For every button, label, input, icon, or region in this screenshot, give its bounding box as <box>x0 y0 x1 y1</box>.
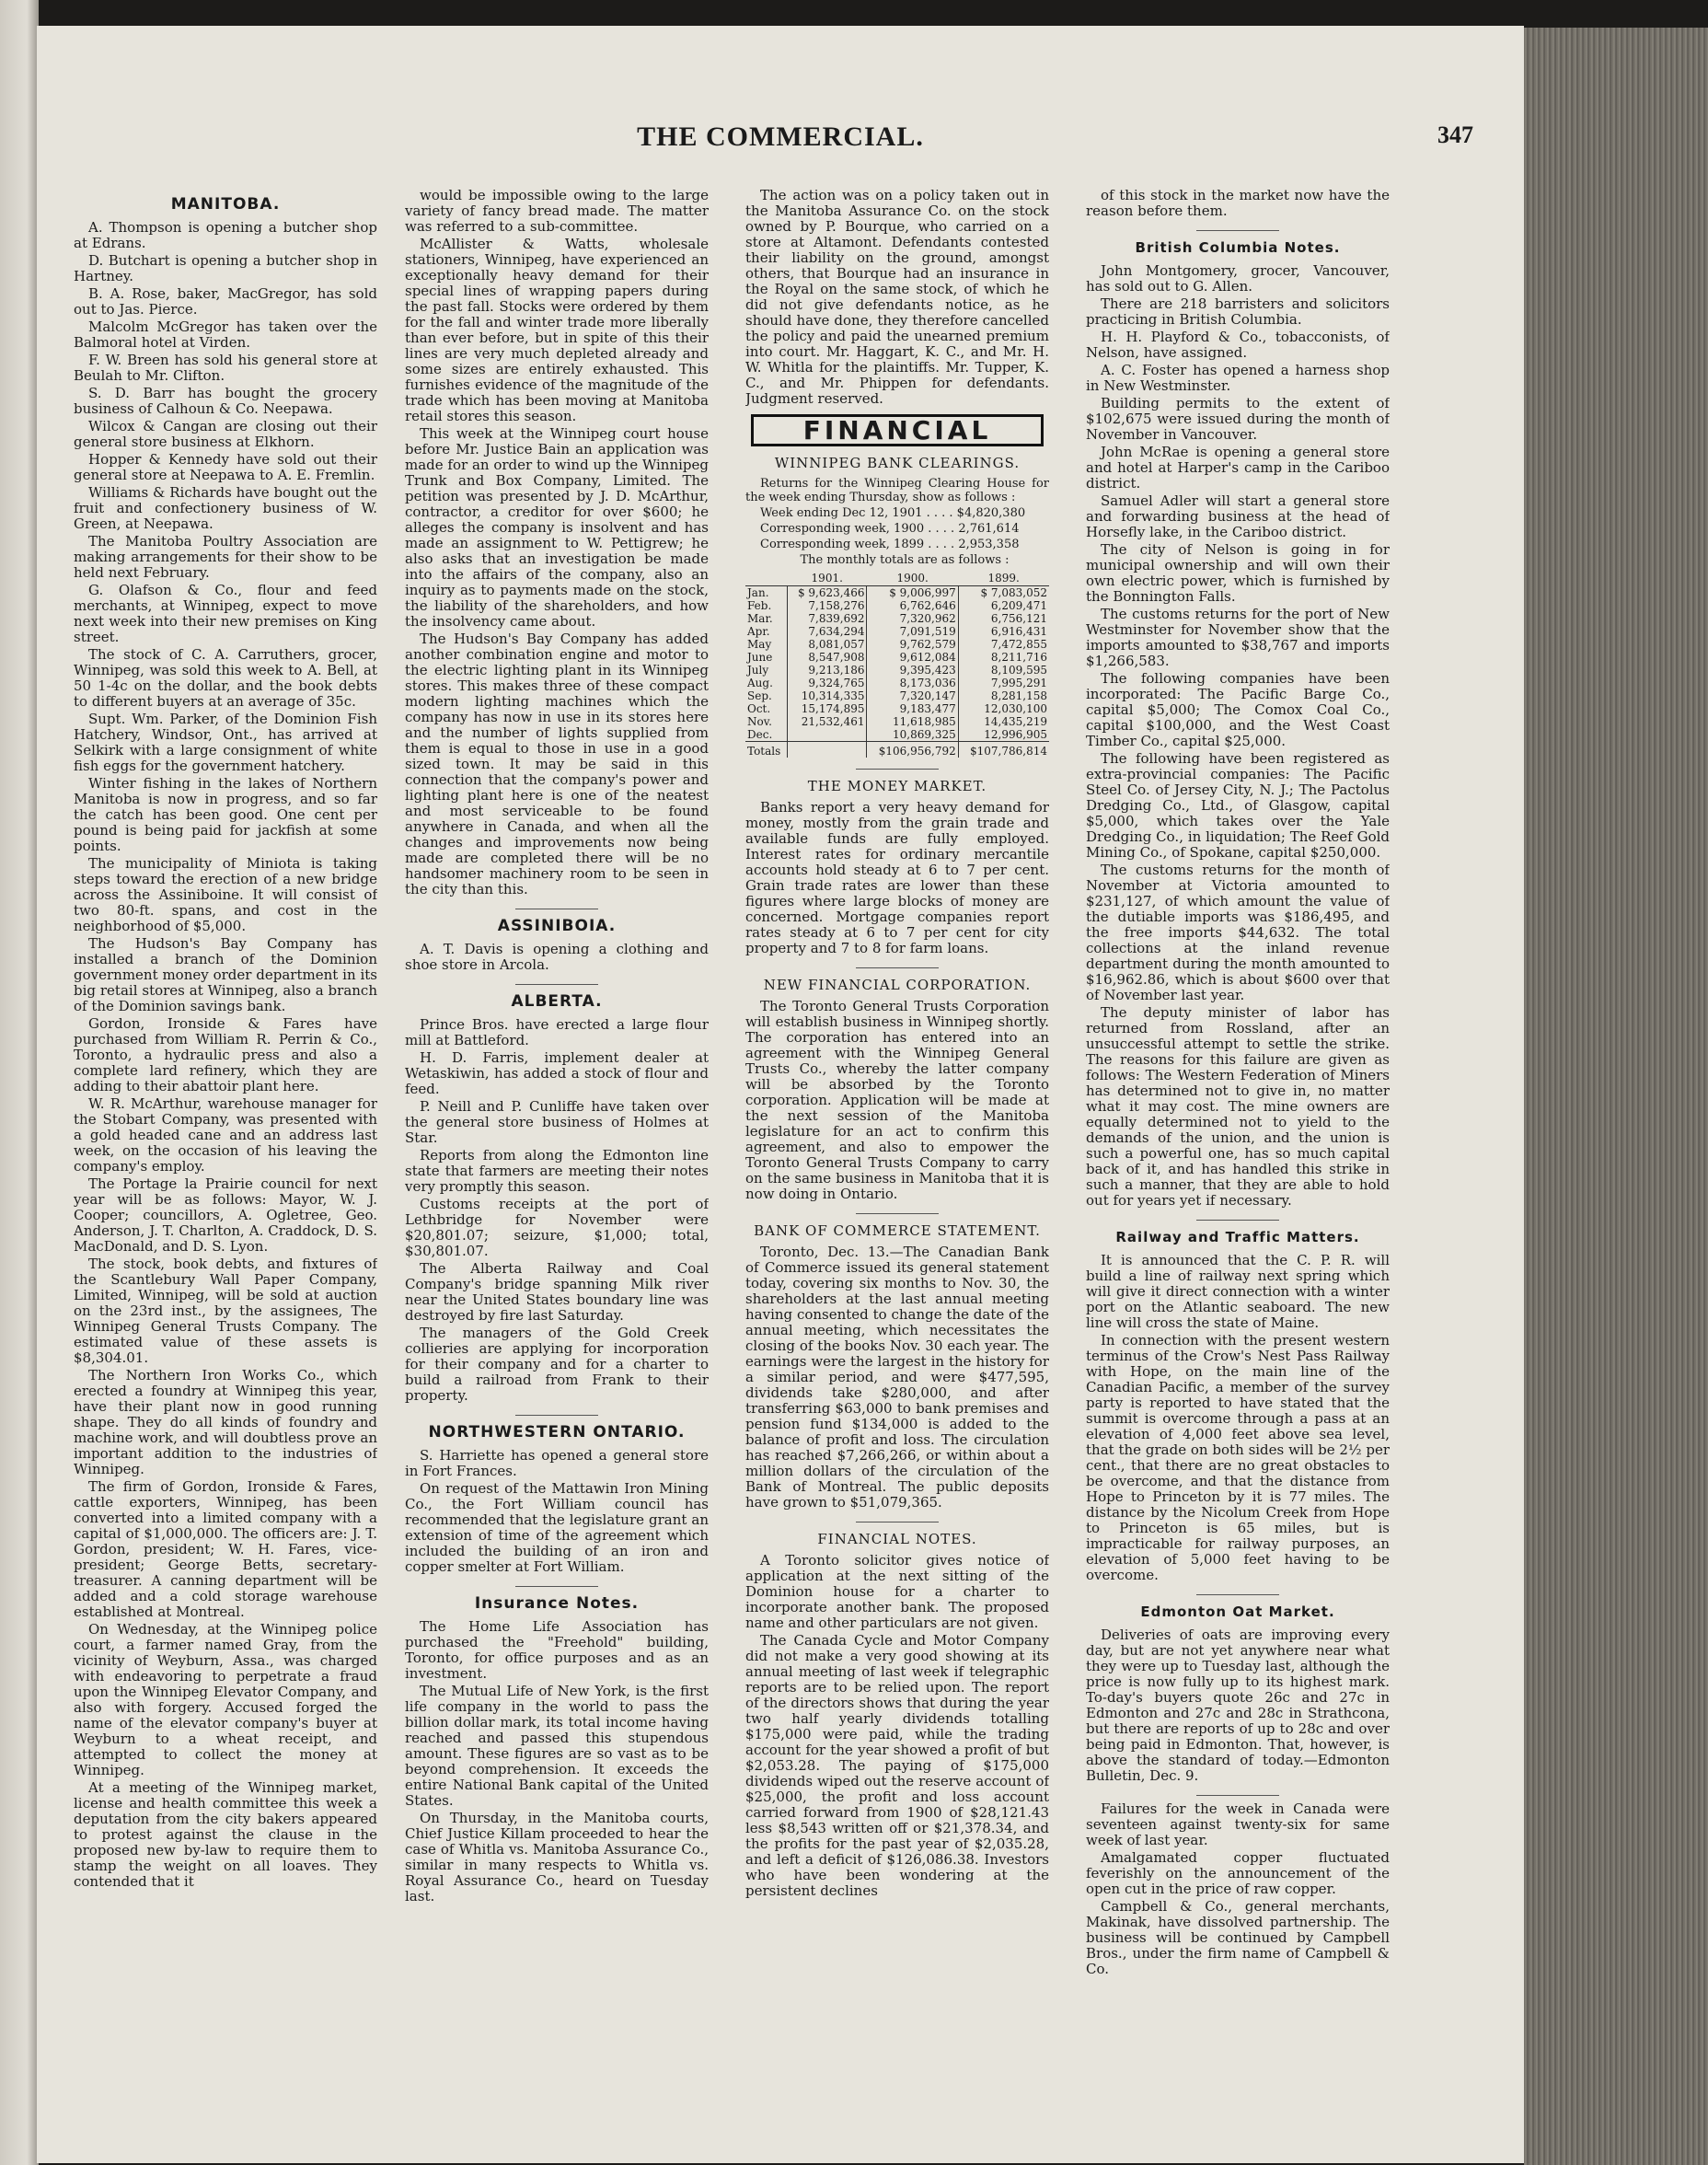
article-paragraph: H. H. Playford & Co., tobacconists, of Nelson, have assigned. <box>1086 329 1390 361</box>
article-paragraph: would be impossible owing to the large variety of fancy bread made. The matter was referred to a sub-committee. <box>405 188 709 235</box>
table-cell: Jan. <box>747 586 769 599</box>
article-paragraph: of this stock in the market now have the reason before them. <box>1086 188 1390 219</box>
table-cell: $ 7,083,052 <box>958 586 1049 600</box>
railway-items <box>1086 1253 1390 1583</box>
section-heading: NEW FINANCIAL CORPORATION. <box>763 977 1032 993</box>
column-header: 1901. <box>787 571 867 586</box>
section-heading: NORTHWESTERN ONTARIO. <box>428 1423 686 1441</box>
article-paragraph: Banks report a very heavy demand for money, mostly from the grain trade and available funds are fully employed. Interest rates for ordinary mercantile accounts hold steady at 6 to 7 per cent. Grain trade rates are lower than these figures where large blocks of money are concerned. Mortgage companies report rates steady at 6 to 7 per cent for city property and 7 to 8 for farm loans. <box>745 799 1049 956</box>
article-paragraph: The firm of Gordon, Ironside & Fares, cattle exporters, Winnipeg, has been converted into a limited company with a capital of $1,000,000. The officers are: J. T. Gordon, president; W. H. Fares, vice-president; George Betts, secretary-treasurer. A canning department will be added and a cold storage warehouse established at Montreal. <box>74 1478 377 1620</box>
article-paragraph: The Alberta Railway and Coal Company's bridge spanning Milk river near the United States boundary line was destroyed by fire last Saturday. <box>405 1260 709 1324</box>
table-row <box>745 664 1049 677</box>
table-cell: Totals <box>745 742 787 758</box>
week-line: Week ending Dec 12, 1901 . . . . $4,820,380 <box>760 506 1026 520</box>
article-paragraph: On Wednesday, at the Winnipeg police court, a farmer named Gray, from the vicinity of Weyburn, Assa., was charged with endeavoring to perpetrate a fraud upon the Winnipeg Elevator Company, and also with forgery. Accused forged the name of the elevator company's buyer at Weyburn to a wheat receipt, and attempted to collect the money at Winnipeg. <box>74 1621 377 1778</box>
article-paragraph: W. R. McArthur, warehouse manager for the Stobart Company, was presented with a gold headed cane and an address last week, on the occasion of his leaving the company's employ. <box>74 1095 377 1175</box>
divider <box>856 769 939 770</box>
table-row <box>745 689 1049 702</box>
nw-ontario-items <box>405 1448 709 1575</box>
book-page-stack-edge <box>1524 28 1708 2165</box>
table-cell: July <box>747 664 769 677</box>
article-paragraph: At a meeting of the Winnipeg market, license and health committee this week a deputation from the city bakers appeared to protest against the clause in the proposed new by-law to require them to stamp the weight on all loaves. They contended that it <box>74 1779 377 1890</box>
article-paragraph: D. Butchart is opening a butcher shop in Hartney. <box>74 252 377 284</box>
divider <box>515 1586 598 1587</box>
table-row <box>745 715 1049 728</box>
article-paragraph: On Thursday, in the Manitoba courts, Chief Justice Killam proceeded to hear the case of Whitla vs. Manitoba Assurance Co., similar in many respects to Whitla vs. Royal Assurance Co., heard on Tuesday last. <box>405 1810 709 1905</box>
article-paragraph: S. Harriette has opened a general store in Fort Frances. <box>405 1447 709 1479</box>
article-paragraph: A. C. Foster has opened a harness shop in New Westminster. <box>1086 362 1390 394</box>
insurance-items <box>405 1619 709 1905</box>
article-paragraph: The Hudson's Bay Company has added another combination engine and motor to the electric lighting plant in its Winnipeg stores. This makes three of these compact modern lighting machines which the company has now in use in its stores here and the number of lights supplied from them is equal to those in use in a good sized town. It may be said in this connection that the company's power and lighting plant here is one of the neatest and most serviceable to be found anywhere in Canada, and when all the changes and improvements now being made are completed there will be no handsomer machinery room to be seen in the city than this. <box>405 631 709 897</box>
article-paragraph: The Portage la Prairie council for next year will be as follows: Mayor, W. J. Cooper; councillors, A. Ogletree, Geo. Anderson, J. T. Charlton, A. Craddock, D. S. MacDonald, and D. S. Lyon. <box>74 1175 377 1255</box>
page-number: 347 <box>1437 122 1473 148</box>
section-heading: WINNIPEG BANK CLEARINGS. <box>774 455 1021 471</box>
section-heading: MANITOBA. <box>170 195 281 214</box>
article-paragraph: H. D. Farris, implement dealer at Wetaskiwin, has added a stock of flour and feed. <box>405 1049 709 1097</box>
table-cell: 21,532,461 <box>787 715 867 728</box>
bank-of-commerce-items <box>745 1245 1049 1511</box>
continued-items <box>405 188 709 897</box>
section-heading: FINANCIAL NOTES. <box>817 1531 977 1547</box>
table-cell: 12,030,100 <box>958 702 1049 715</box>
article-paragraph: Building permits to the extent of $102,675 were issued during the month of November in Vancouver. <box>1086 395 1390 443</box>
article-paragraph: Wilcox & Cangan are closing out their general store business at Elkhorn. <box>74 418 377 450</box>
table-cell: 8,081,057 <box>787 638 867 651</box>
article-paragraph: In connection with the present western terminus of the Crow's Nest Pass Railway with Hope, on the main line of the Canadian Pacific, a member of the survey party is reported to have stated that the summit is overcome through a pass at an elevation of 4,000 feet above sea level, that the grade on both sides will be 2½ per cent., that there are no great obstacles to be overcome, and that the distance from Hope to Princeton by it is 77 miles. The distance by the Nicolum Creek from Hope to Princeton is 65 miles, but is impracticable for railway purposes, an elevation of 5,000 feet having to be overcome. <box>1086 1332 1390 1583</box>
article-paragraph: S. D. Barr has bought the grocery business of Calhoun & Co. Neepawa. <box>74 385 377 417</box>
article-paragraph: The stock, book debts, and fixtures of the Scantlebury Wall Paper Company, Limited, Winnipeg, will be sold at auction on the 23rd inst., by the assignees, The Winnipeg General Trusts Company. The estimated value of these assets is $8,304.01. <box>74 1256 377 1366</box>
divider <box>1196 1795 1279 1796</box>
table-cell: 6,916,431 <box>958 625 1049 638</box>
newspaper-page <box>37 26 1524 2163</box>
table-row <box>745 599 1049 612</box>
table-cell: 14,435,219 <box>958 715 1049 728</box>
article-paragraph: The Northern Iron Works Co., which erected a foundry at Winnipeg this year, have their plant now in good running shape. They do all kinds of foundry and machine work, and will doubtless prove an important addition to the industries of Winnipeg. <box>74 1367 377 1477</box>
table-cell: 9,612,084 <box>867 651 958 664</box>
divider <box>515 1415 598 1416</box>
article-paragraph: This week at the Winnipeg court house before Mr. Justice Bain an application was made for an order to wind up the Winnipeg Trunk and Box Company, Limited. The petition was presented by J. D. McArthur, contractor, a creditor for over $600; he alleges the company is insolvent and has made an assignment to W. Pettigrew; he also asks that an investigation be made into the affairs of the company, also an inquiry as to payments made on the stock, the liability of the shareholders, and how the insolvency came about. <box>405 425 709 630</box>
divider <box>1196 1594 1279 1595</box>
article-paragraph: A Toronto solicitor gives notice of application at the next sitting of the Dominion house for a charter to incorporate another bank. The proposed name and other particulars are not given. <box>745 1552 1049 1631</box>
table-cell: 7,839,692 <box>787 612 867 625</box>
table-cell: Sep. <box>747 689 772 702</box>
table-cell: 7,320,147 <box>867 689 958 702</box>
british-columbia-items <box>1086 263 1390 1209</box>
table-cell: 11,618,985 <box>867 715 958 728</box>
table-cell: 8,211,716 <box>958 651 1049 664</box>
article-paragraph: A. Thompson is opening a butcher shop at Edrans. <box>74 219 377 251</box>
table-cell: $107,786,814 <box>958 742 1049 758</box>
column-header <box>745 571 787 586</box>
table-row <box>745 625 1049 638</box>
table-row <box>745 638 1049 651</box>
table-cell: 12,996,905 <box>958 728 1049 742</box>
table-cell: 8,547,908 <box>787 651 867 664</box>
table-cell: May <box>747 638 772 651</box>
table-cell: Nov. <box>747 715 772 728</box>
misc-items <box>1086 1801 1390 1977</box>
continued-items <box>745 188 1049 407</box>
article-paragraph: The deputy minister of labor has returned from Rossland, after an unsuccessful attempt to settle the strike. The reasons for this failure are given as follows: The Western Federation of Miners has determined not to give in, no matter what it may cost. The mine owners are equally determined not to yield to the demands of the union, and the union is such a powerful one, has so much capital back of it, and has handled this strike in such a manner, that they are able to hold out for years yet if necessary. <box>1086 1004 1390 1209</box>
article-paragraph: On request of the Mattawin Iron Mining Co., the Fort William council has recommended that the legislature grant an extension of time of the agreement which included the building of an iron and copper smelter at Fort William. <box>405 1480 709 1575</box>
section-heading: THE MONEY MARKET. <box>807 778 987 794</box>
article-paragraph: B. A. Rose, baker, MacGregor, has sold out to Jas. Pierce. <box>74 285 377 318</box>
table-row <box>745 677 1049 689</box>
article-paragraph: The Home Life Association has purchased the "Freehold" building, Toronto, for office purposes and as an investment. <box>405 1618 709 1682</box>
totals-row <box>745 742 1049 758</box>
table-cell: 8,281,158 <box>958 689 1049 702</box>
edmonton-items <box>1086 1627 1390 1784</box>
table-cell: June <box>747 651 773 664</box>
column-header: 1899. <box>958 571 1049 586</box>
section-heading: ALBERTA. <box>511 992 603 1011</box>
article-paragraph: The following companies have been incorporated: The Pacific Barge Co., capital $5,000; The Comox Coal Co., capital $100,000, and the West Coast Timber Co., capital $25,000. <box>1086 670 1390 749</box>
week-line: Corresponding week, 1900 . . . . 2,761,614 <box>760 522 1020 536</box>
article-paragraph: Malcolm McGregor has taken over the Balmoral hotel at Virden. <box>74 318 377 351</box>
article-paragraph: F. W. Breen has sold his general store at Beulah to Mr. Clifton. <box>74 352 377 384</box>
table-row <box>745 651 1049 664</box>
article-paragraph: Williams & Richards have bought out the fruit and confectionery business of W. Green, at Neepawa. <box>74 484 377 532</box>
article-paragraph: Customs receipts at the port of Lethbridge for November were $20,801.07; seizure, $1,000; total, $30,801.07. <box>405 1196 709 1259</box>
table-row <box>745 702 1049 715</box>
table-cell: 10,869,325 <box>867 728 958 742</box>
article-paragraph: Prince Bros. have erected a large flour mill at Battleford. <box>405 1016 709 1048</box>
table-cell <box>787 728 867 742</box>
article-paragraph: It is announced that the C. P. R. will build a line of railway next spring which will give it direct connection with a winter port on the Atlantic seaboard. The new line will cross the state of Maine. <box>1086 1252 1390 1331</box>
article-paragraph: Gordon, Ironside & Fares have purchased from William R. Perrin & Co., Toronto, a hydraulic press and also a complete lard refinery, which they are adding to their abattoir plant here. <box>74 1015 377 1094</box>
table-cell: 8,173,036 <box>867 677 958 689</box>
section-heading: Edmonton Oat Market. <box>1140 1603 1335 1620</box>
column-4 <box>1086 188 1390 2158</box>
table-cell <box>787 742 867 758</box>
column-3 <box>745 188 1049 2158</box>
table-row <box>745 612 1049 625</box>
table-body <box>745 586 1049 758</box>
table-cell: Aug. <box>747 677 773 689</box>
clearings-intro: Returns for the Winnipeg Clearing House for the week ending Thursday, show as follows : <box>745 477 1049 504</box>
table-cell: $ 9,623,466 <box>787 586 867 600</box>
article-paragraph: Hopper & Kennedy have sold out their general store at Neepawa to A. E. Fremlin. <box>74 451 377 483</box>
table-cell: 7,158,276 <box>787 599 867 612</box>
section-heading: BANK OF COMMERCE STATEMENT. <box>754 1222 1041 1239</box>
clearings-table <box>745 571 1049 758</box>
article-paragraph: Amalgamated copper fluctuated feverishly on the announcement of the open cut in the price of raw copper. <box>1086 1849 1390 1897</box>
table-row <box>745 586 1049 600</box>
article-paragraph: The municipality of Miniota is taking steps toward the erection of a new bridge across the Assiniboine. It will consist of two 80-ft. spans, and cost in the neighborhood of $5,000. <box>74 855 377 934</box>
new-financial-corporation-items <box>745 999 1049 1202</box>
table-cell: 7,472,855 <box>958 638 1049 651</box>
money-market-items <box>745 800 1049 956</box>
table-cell: 9,324,765 <box>787 677 867 689</box>
table-cell: Feb. <box>747 599 772 612</box>
financial-banner: FINANCIAL <box>751 414 1044 446</box>
article-paragraph: The following have been registered as extra-provincial companies: The Pacific Steel Co. of Jersey City, N. J.; The Pactolus Dredging Co., Ltd., of Glasgow, capital $5,000, which takes over the Yale Dredging Co., in liquidation; The Reef Gold Mining Co., of Spokane, capital $250,000. <box>1086 750 1390 861</box>
article-paragraph: Reports from along the Edmonton line state that farmers are meeting their notes very promptly this season. <box>405 1147 709 1195</box>
article-paragraph: The Mutual Life of New York, is the first life company in the world to pass the billion dollar mark, its total income having reached and passed this stupendous amount. These figures are so vast as to be beyond comprehension. It exceeds the entire National Bank capital of the United States. <box>405 1683 709 1809</box>
table-cell: 9,183,477 <box>867 702 958 715</box>
week-line: Corresponding week, 1899 . . . . 2,953,358 <box>760 538 1020 551</box>
article-paragraph: The Manitoba Poultry Association are making arrangements for their show to be held next February. <box>74 533 377 581</box>
alberta-items <box>405 1017 709 1404</box>
divider <box>1196 1220 1279 1221</box>
table-cell: Mar. <box>747 612 773 625</box>
column-header: 1900. <box>867 571 958 586</box>
article-paragraph: The Toronto General Trusts Corporation will establish business in Winnipeg shortly. The corporation has entered into an agreement with the Winnipeg General Trusts Co., whereby the latter company will be absorbed by the Toronto corporation. Application will be made at the next session of the Manitoba legislature for an act to confirm this agreement, and also to empower the Toronto General Trusts Company to carry on the same business in Manitoba that it is now doing in Ontario. <box>745 998 1049 1202</box>
article-paragraph: The customs returns for the port of New Westminster for November show that the imports amounted to $38,767 and imports $1,266,583. <box>1086 606 1390 669</box>
table-cell: 7,995,291 <box>958 677 1049 689</box>
column-1 <box>74 188 377 2158</box>
table-cell: 9,395,423 <box>867 664 958 677</box>
table-cell: Oct. <box>747 702 771 715</box>
continued-items <box>1086 188 1390 219</box>
table-cell: 6,762,646 <box>867 599 958 612</box>
column-2 <box>405 188 709 2158</box>
article-paragraph: Campbell & Co., general merchants, Makinak, have dissolved partnership. The business will be continued by Campbell Bros., under the firm name of Campbell & Co. <box>1086 1898 1390 1977</box>
divider <box>1196 230 1279 231</box>
table-cell: 6,756,121 <box>958 612 1049 625</box>
article-paragraph: Deliveries of oats are improving every day, but are not yet anywhere near what they were up to Tuesday last, although the price is now fully up to its highest mark. To-day's buyers quote 26c and 27c in Edmonton and 27c and 28c in Strathcona, but there are reports of up to 28c and over being paid in Edmonton. That, however, is above the standard of today.—Edmonton Bulletin, Dec. 9. <box>1086 1627 1390 1784</box>
table-cell: 7,634,294 <box>787 625 867 638</box>
table-cell: 7,091,519 <box>867 625 958 638</box>
article-paragraph: The managers of the Gold Creek collieries are applying for incorporation for their company and for a charter to build a railroad from Frank to their property. <box>405 1325 709 1404</box>
divider <box>856 967 939 968</box>
article-paragraph: There are 218 barristers and solicitors practicing in British Columbia. <box>1086 295 1390 328</box>
article-paragraph: The action was on a policy taken out in the Manitoba Assurance Co. on the stock owned by P. Bourque, who carried on a store at Altamont. Defendants contested their liability on the ground, amongst others, that Bourque had an insurance in the Royal on the same stock, of which he did not give defendants notice, as he should have done, they therefore cancelled the policy and paid the unearned premium into court. Mr. Haggart, K. C., and Mr. H. W. Whitla for the plaintiffs. Mr. Tupper, K. C., and Mr. Phippen for defendants. Judgment reserved. <box>745 188 1049 407</box>
article-paragraph: John Montgomery, grocer, Vancouver, has sold out to G. Allen. <box>1086 262 1390 295</box>
article-paragraph: A. T. Davis is opening a clothing and shoe store in Arcola. <box>405 941 709 973</box>
financial-notes-items <box>745 1553 1049 1899</box>
table-header-row <box>745 571 1049 586</box>
table-cell: 9,762,579 <box>867 638 958 651</box>
article-paragraph: The stock of C. A. Carruthers, grocer, Winnipeg, was sold this week to A. Bell, at 50 1-4c on the dollar, and the book debts to different buyers at an average of 35c. <box>74 646 377 710</box>
article-paragraph: Toronto, Dec. 13.—The Canadian Bank of Commerce issued its general statement today, covering six months to Nov. 30, the shareholders at the last annual meeting having consented to change the date of the annual meeting, which necessitates the closing of the books Nov. 30 each year. The earnings were the largest in the history for a similar period, and were $477,595, dividends take $280,000, and after transferring $63,000 to bank premises and pension fund $134,000 is added to the balance of profit and loss. The circulation has reached $7,266,266, or within about a million dollars of the circulation of the Bank of Montreal. The public deposits have grown to $51,079,365. <box>745 1244 1049 1511</box>
adjacent-page-edge <box>0 0 39 2165</box>
table-cell: Dec. <box>747 728 773 741</box>
table-cell: Apr. <box>747 625 770 638</box>
divider <box>856 1213 939 1214</box>
table-cell: $106,956,792 <box>867 742 958 758</box>
table-cell: 6,209,471 <box>958 599 1049 612</box>
manitoba-items <box>74 220 377 1890</box>
article-paragraph: John McRae is opening a general store and hotel at Harper's camp in the Cariboo district. <box>1086 444 1390 492</box>
article-paragraph: McAllister & Watts, wholesale stationers, Winnipeg, have experienced an exceptionally heavy demand for their special lines of wrapping papers during the past fall. Stocks were ordered by them for the fall and winter trade more liberally than ever before, but in spite of this their lines are very much depleted already and some sizes are entirely exhausted. This furnishes evidence of the magnitude of the trade which has been moving at Manitoba retail stores this season. <box>405 236 709 424</box>
table-cell: $ 9,006,997 <box>867 586 958 600</box>
article-paragraph: The customs returns for the month of November at Victoria amounted to $231,127, of which amount the value of the dutiable imports was $186,495, and the free imports $44,632. The total collections at the inland revenue department during the month amounted to $16,962.86, which is about $600 over that of November last year. <box>1086 862 1390 1003</box>
divider <box>515 984 598 985</box>
section-heading: Railway and Traffic Matters. <box>1115 1229 1360 1245</box>
article-paragraph: P. Neill and P. Cunliffe have taken over the general store business of Holmes at Star. <box>405 1098 709 1146</box>
article-paragraph: The city of Nelson is going in for municipal ownership and will own their own electric power, which is furnished by the Bonnington Falls. <box>1086 541 1390 605</box>
table-cell: 8,109,595 <box>958 664 1049 677</box>
section-heading: British Columbia Notes. <box>1135 239 1341 256</box>
monthly-caption: The monthly totals are as follows : <box>800 553 1010 567</box>
article-paragraph: Winter fishing in the lakes of Northern Manitoba is now in progress, and so far the catch has been good. One cent per pound is being paid for jackfish at some points. <box>74 775 377 854</box>
table-cell: 7,320,962 <box>867 612 958 625</box>
table-cell: 15,174,895 <box>787 702 867 715</box>
page-header <box>37 122 1524 166</box>
article-paragraph: Failures for the week in Canada were seventeen against twenty-six for same week of last year. <box>1086 1800 1390 1848</box>
table-row <box>745 728 1049 742</box>
article-paragraph: The Canada Cycle and Motor Company did not make a very good showing at its annual meeting of last week if telegraphic reports are to be relied upon. The report of the directors shows that during the year two half yearly dividends totalling $175,000 were paid, while the trading account for the year showed a profit of but $2,053.28. The paying of $175,000 dividends wiped out the reserve account of $25,000, the profit and loss account carried forward from 1900 of $28,121.43 less $8,543 written off or $21,378.34, and the profits for the past year of $2,035.28, and left a deficit of $126,086.38. Investors who have been wondering at the persistent declines <box>745 1632 1049 1899</box>
article-paragraph: The Hudson's Bay Company has installed a branch of the Dominion government money order department in its big retail stores at Winnipeg, also a branch of the Dominion savings bank. <box>74 935 377 1014</box>
section-heading: ASSINIBOIA. <box>497 917 617 935</box>
article-paragraph: Supt. Wm. Parker, of the Dominion Fish Hatchery, Windsor, Ont., has arrived at Selkirk with a large consignment of white fish eggs for the government hatchery. <box>74 711 377 774</box>
publication-title: THE COMMERCIAL. <box>637 122 924 152</box>
assiniboia-items <box>405 942 709 973</box>
table-cell: 9,213,186 <box>787 664 867 677</box>
article-paragraph: G. Olafson & Co., flour and feed merchants, at Winnipeg, expect to move next week into their new premises on King street. <box>74 582 377 645</box>
section-heading: Insurance Notes. <box>474 1594 640 1613</box>
table-cell: 10,314,335 <box>787 689 867 702</box>
article-paragraph: Samuel Adler will start a general store and forwarding business at the head of Horsefly lake, in the Cariboo district. <box>1086 492 1390 540</box>
